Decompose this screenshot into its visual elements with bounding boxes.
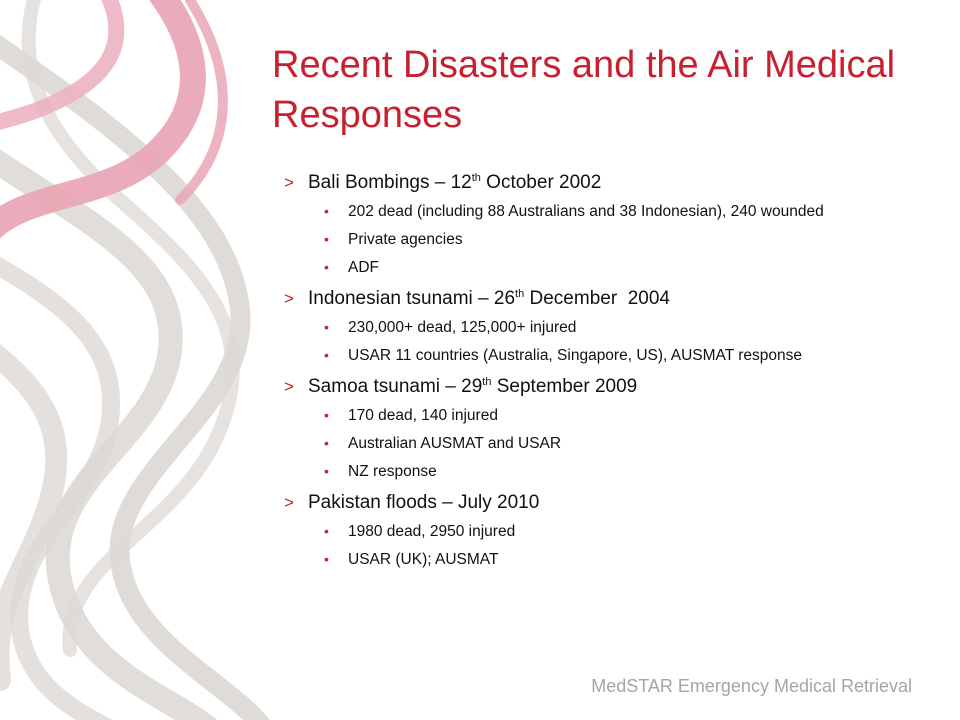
dna-ribbon-decoration	[0, 0, 280, 720]
list-item-text: USAR (UK); AUSMAT	[348, 551, 499, 568]
list-item-text: 1980 dead, 2950 injured	[348, 523, 516, 540]
list-item	[284, 406, 904, 425]
bullet-icon: •	[324, 347, 329, 363]
section-heading	[284, 170, 904, 196]
section-pakistan-floods	[284, 490, 904, 569]
slide-body	[284, 166, 904, 578]
section-heading-text: Pakistan floods – July 2010	[308, 492, 540, 513]
bullet-list	[284, 318, 904, 365]
list-item	[284, 434, 904, 453]
bullet-icon: •	[324, 463, 329, 479]
list-item	[284, 346, 904, 365]
list-item	[284, 318, 904, 337]
list-item-text: ADF	[348, 259, 379, 276]
list-item	[284, 550, 904, 569]
section-heading-ordinal: th	[482, 376, 492, 388]
bullet-icon: •	[324, 259, 329, 275]
list-item	[284, 230, 904, 249]
chevron-right-icon: >	[284, 493, 294, 512]
bullet-icon: •	[324, 319, 329, 335]
section-samoa-tsunami	[284, 374, 904, 481]
section-heading-ordinal: th	[471, 172, 481, 184]
bullet-icon: •	[324, 435, 329, 451]
list-item-text: USAR 11 countries (Australia, Singapore, US), AUSMAT response	[348, 347, 803, 364]
section-heading-date: December 2004	[524, 288, 670, 309]
list-item	[284, 522, 904, 541]
footer-text: MedSTAR Emergency Medical Retrieval	[591, 676, 912, 696]
bullet-icon: •	[324, 407, 329, 423]
list-item	[284, 462, 904, 481]
bullet-icon: •	[324, 203, 329, 219]
chevron-right-icon: >	[284, 377, 294, 396]
section-heading-text: Indonesian tsunami – 26	[308, 288, 516, 309]
bullet-icon: •	[324, 231, 329, 247]
section-heading-text: Bali Bombings – 12	[308, 172, 472, 193]
section-heading-ordinal: th	[515, 288, 525, 300]
section-heading	[284, 490, 904, 516]
bullet-icon: •	[324, 523, 329, 539]
bullet-icon: •	[324, 551, 329, 567]
section-indonesian-tsunami	[284, 286, 904, 365]
list-item	[284, 258, 904, 277]
section-bali-bombings	[284, 170, 904, 277]
list-item-text: 170 dead, 140 injured	[348, 407, 498, 424]
bullet-list	[284, 202, 904, 277]
list-item-text: 202 dead (including 88 Australians and 38 Indonesian), 240 wounded	[348, 203, 824, 220]
list-item-text: NZ response	[348, 463, 437, 480]
section-heading	[284, 374, 904, 400]
chevron-right-icon: >	[284, 173, 294, 192]
section-heading	[284, 286, 904, 312]
section-heading-date: September 2009	[491, 376, 638, 397]
bullet-list	[284, 406, 904, 481]
section-heading-text: Samoa tsunami – 29	[308, 376, 483, 397]
list-item-text: 230,000+ dead, 125,000+ injured	[348, 319, 577, 336]
list-item	[284, 202, 904, 221]
section-heading-date: October 2002	[480, 172, 602, 193]
list-item-text: Private agencies	[348, 231, 463, 248]
list-item-text: Australian AUSMAT and USAR	[348, 435, 562, 452]
bullet-list	[284, 522, 904, 569]
slide-title: Recent Disasters and the Air Medical Responses	[272, 44, 896, 136]
chevron-right-icon: >	[284, 289, 294, 308]
